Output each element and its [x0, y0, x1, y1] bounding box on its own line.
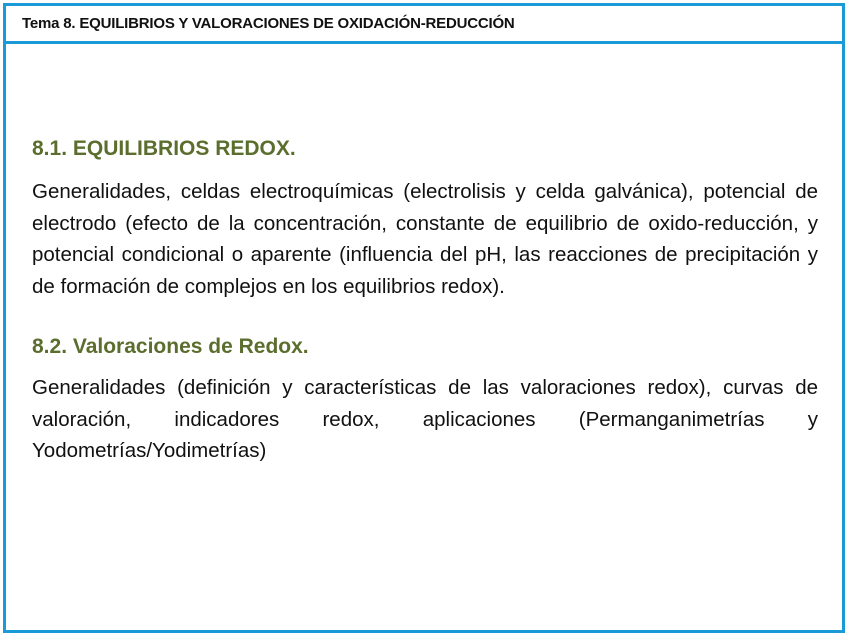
section-valoraciones-redox: [32, 334, 818, 467]
section-body: Generalidades, celdas electroquímicas (electrolisis y celda galvánica), potencial de electrodo (efecto de la concentración, constante de equilibrio de oxido-reducción, y potencial condicional o aparente (influencia del pH, las reacciones de precipitación y de formación de complejos en los equilibrios redox).: [32, 180, 818, 298]
section-heading: 8.1. EQUILIBRIOS REDOX.: [32, 137, 296, 160]
slide-frame: [3, 3, 845, 633]
title-bar: [6, 6, 842, 44]
slide-content: [32, 136, 818, 467]
section-heading: 8.2. Valoraciones de Redox.: [32, 335, 309, 358]
section-body: Generalidades (definición y características de las valoraciones redox), curvas de valoración, indicadores redox, aplicaciones (Permanganimetrías y Yodometrías/Yodimetrías): [32, 376, 818, 462]
page-title: Tema 8. EQUILIBRIOS Y VALORACIONES DE OXIDACIÓN-REDUCCIÓN: [22, 15, 515, 32]
section-equilibrios-redox: [32, 136, 818, 302]
